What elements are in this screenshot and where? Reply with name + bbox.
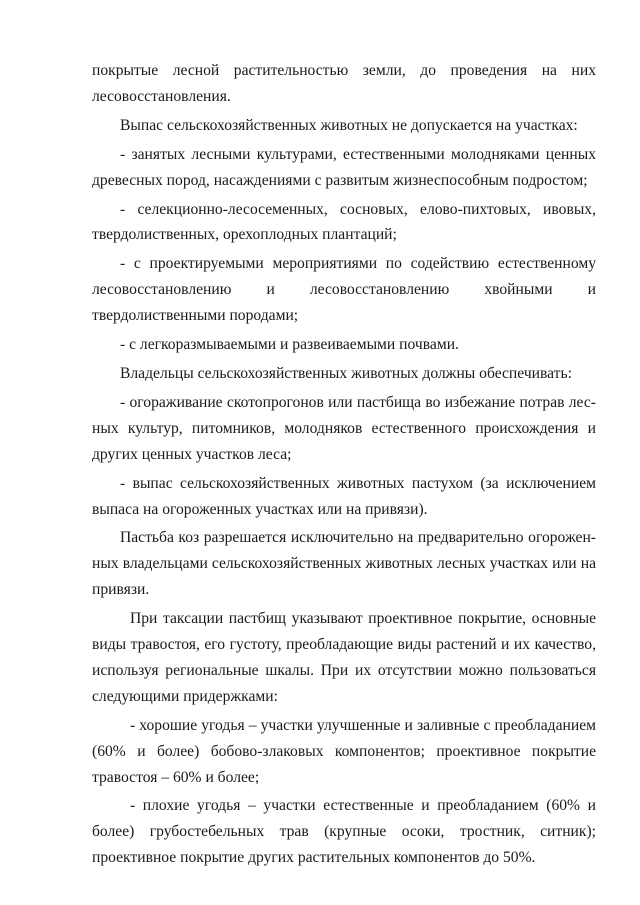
paragraph-4: - селекционно-лесосеменных, сосновых, елово-пихтовых, ивовых, твердолиственных, орехоплодных плантаций;: [92, 200, 596, 244]
paragraph-9: - выпас сельскохозяйственных животных пастухом (за исключением выпаса на огороженных участках или на привязи).: [92, 474, 596, 518]
paragraph-6: - с легкоразмываемыми и развеиваемыми почвами.: [120, 336, 459, 354]
paragraph-8: - огораживание скотопрогонов или пастбища во избежание потрав лесных культур, питомников, молодняков естественного происхождения и других ценных участков леса;: [92, 393, 596, 463]
paragraph-1: покрытые лесной растительностью земли, до проведения на них лесовосстановления.: [92, 62, 596, 105]
paragraph-2: Выпас сельскохозяйственных животных не допускается на участках:: [120, 116, 578, 134]
paragraph-3: - занятых лесными культурами, естественными молодняками ценных древесных пород, насаждениями с развитым жизнеспособным подростом;: [92, 145, 596, 189]
paragraph-5: - с проектируемыми мероприятиями по содействию естественному лесовосстановлению и лесовосстановлению хвойными и твердолиственными породами;: [92, 255, 596, 325]
paragraph-11: При таксации пастбищ указывают проективное покрытие, основные виды травостоя, его густоту, преобладающие виды растений и их качество, используя региональные шкалы. При их отсутствии можно пользоваться следующими придержками:: [92, 610, 596, 705]
paragraph-7: Владельцы сельскохозяйственных животных должны обеспечивать:: [120, 364, 572, 382]
paragraph-13: - плохие угодья – участки естественные и преобладанием (60% и более) грубостебельных трав (крупные осоки, тростник, ситник); проективное покрытие других растительных компонентов до 50%.: [92, 797, 596, 867]
paragraph-12: - хорошие угодья – участки улучшенные и заливные с преобладанием (60% и более) бобово-злаковых компонентов; проективное покрытие травостоя – 60% и более;: [92, 716, 596, 786]
paragraph-10: Пастьба коз разрешается исключительно на предварительно огороженных владельцами сельскохозяйственных животных лесных участках или на привязи.: [92, 529, 596, 599]
